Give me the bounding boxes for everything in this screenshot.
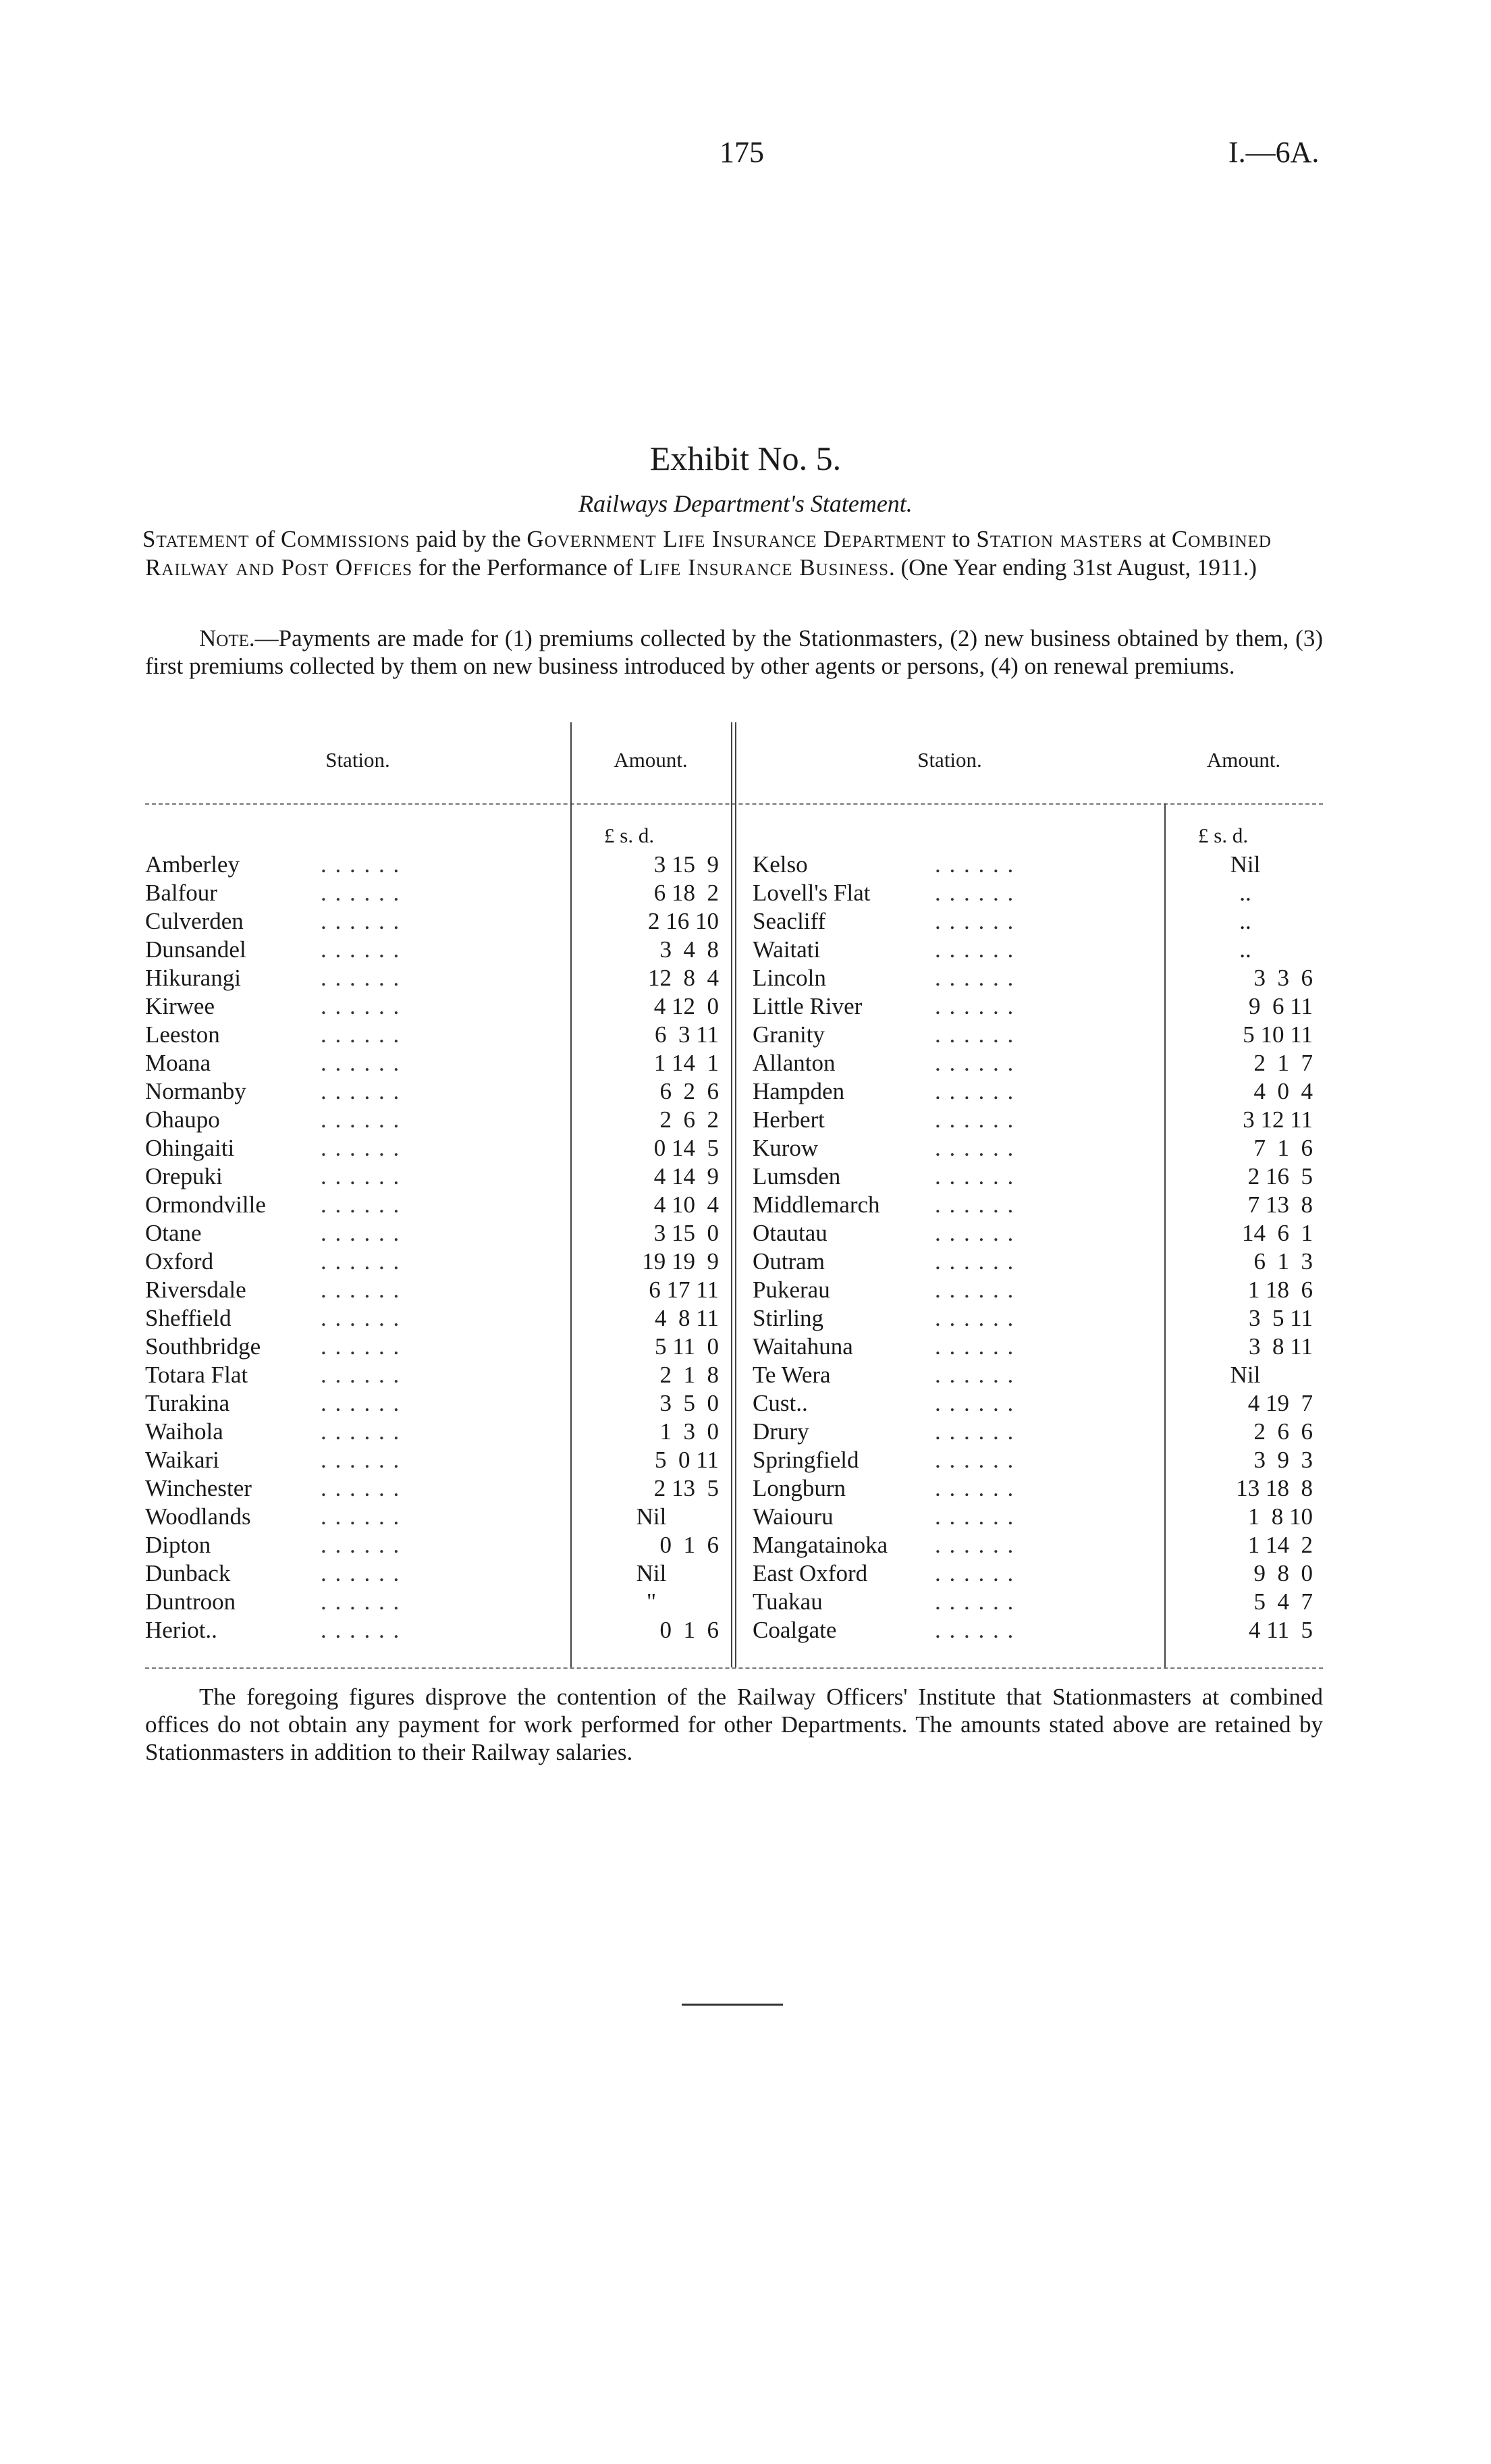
station-name: Lovell's Flat (753, 880, 871, 906)
amount-value: 4 8 11 (655, 1305, 719, 1331)
amount-value: .. (1239, 908, 1251, 934)
leader-dots: . . . . . . (321, 1220, 401, 1246)
statement-word: Life Insurance Business (639, 554, 889, 581)
station-name: Hikurangi (145, 965, 241, 991)
leader-dots: . . . . . . (935, 1305, 1015, 1331)
statement-word: Station masters (976, 526, 1143, 552)
leader-dots: . . . . . . (321, 1362, 401, 1388)
station-name: Middlemarch (753, 1191, 880, 1218)
station-name: East Oxford (753, 1560, 868, 1586)
amount-value: 3 5 11 (1249, 1305, 1313, 1331)
statement-word: Commissions (281, 526, 410, 552)
station-name: Southbridge (145, 1333, 261, 1360)
leader-dots: . . . . . . (935, 1333, 1015, 1360)
leader-dots: . . . . . . (321, 965, 401, 991)
leader-dots: . . . . . . (935, 1220, 1015, 1246)
amount-value: 2 6 6 (1253, 1418, 1313, 1445)
table-row (145, 879, 1323, 907)
leader-dots: . . . . . . (935, 993, 1015, 1019)
station-name: Te Wera (753, 1362, 831, 1388)
table-row (145, 992, 1323, 1021)
end-rule (682, 2004, 783, 2006)
leader-dots: . . . . . . (935, 1503, 1015, 1530)
amount-value: 9 8 0 (1253, 1560, 1313, 1586)
leader-dots: . . . . . . (321, 1277, 401, 1303)
amount-value: 2 16 10 (648, 908, 719, 934)
table-row (145, 1276, 1323, 1304)
amount-value: Nil (1230, 1362, 1261, 1388)
leader-dots: . . . . . . (935, 908, 1015, 934)
leader-dots: . . . . . . (935, 936, 1015, 963)
station-name: Little River (753, 993, 863, 1019)
amount-value: Nil (636, 1560, 667, 1586)
amount-value: 4 12 0 (653, 993, 719, 1019)
station-name: Ormondville (145, 1191, 266, 1218)
station-name: Tuakau (753, 1588, 823, 1615)
amount-value: 3 12 11 (1243, 1106, 1313, 1133)
leader-dots: . . . . . . (935, 1418, 1015, 1445)
amount-value: Nil (636, 1503, 667, 1530)
amount-value: 6 3 11 (655, 1021, 719, 1048)
leader-dots: . . . . . . (321, 1475, 401, 1501)
station-name: Waitati (753, 936, 821, 963)
table-row (145, 1531, 1323, 1559)
amount-value: 3 5 0 (659, 1390, 719, 1416)
station-name: Granity (753, 1021, 825, 1048)
table-row (145, 1219, 1323, 1248)
leader-dots: . . . . . . (321, 1106, 401, 1133)
amount-value: 4 11 5 (1249, 1617, 1313, 1643)
amount-value: 14 6 1 (1242, 1220, 1313, 1246)
station-name: Mangatainoka (753, 1532, 888, 1558)
station-name: Ohaupo (145, 1106, 220, 1133)
station-name: Riversdale (145, 1277, 246, 1303)
amount-value: 7 1 6 (1253, 1135, 1313, 1161)
amount-value: 13 18 8 (1236, 1475, 1313, 1501)
station-name: Normanby (145, 1078, 246, 1104)
statement-word: Statement (142, 526, 250, 552)
station-name: Woodlands (145, 1503, 251, 1530)
amount-value: 3 4 8 (659, 936, 719, 963)
table-row (145, 964, 1323, 992)
amount-value: 5 11 0 (655, 1333, 719, 1360)
station-name: Drury (753, 1418, 809, 1445)
leader-dots: . . . . . . (321, 936, 401, 963)
station-name: Otane (145, 1220, 202, 1246)
station-name: Culverden (145, 908, 244, 934)
station-name: Longburn (753, 1475, 846, 1501)
table-row (145, 1162, 1323, 1191)
station-name: Herbert (753, 1106, 825, 1133)
note-label: Note. (199, 625, 255, 651)
table-row (145, 1191, 1323, 1219)
station-name: Dunback (145, 1560, 231, 1586)
amount-value: 3 15 0 (653, 1220, 719, 1246)
amount-value: 5 10 11 (1243, 1021, 1313, 1048)
table-row (145, 1333, 1323, 1361)
leader-dots: . . . . . . (321, 851, 401, 878)
table-row (145, 1559, 1323, 1588)
table-row (145, 907, 1323, 936)
amount-value: 0 1 6 (659, 1617, 719, 1643)
table-row (145, 1389, 1323, 1418)
station-name: Waihola (145, 1418, 223, 1445)
station-name: Kurow (753, 1135, 819, 1161)
table-row (145, 1077, 1323, 1106)
station-name: Winchester (145, 1475, 252, 1501)
amount-value: 1 18 6 (1247, 1277, 1313, 1303)
units-left: £ s. d. (604, 824, 655, 847)
leader-dots: . . . . . . (935, 1021, 1015, 1048)
amount-value: 3 9 3 (1253, 1447, 1313, 1473)
leader-dots: . . . . . . (321, 1617, 401, 1643)
leader-dots: . . . . . . (935, 1163, 1015, 1189)
statement-subtitle: Railways Department's Statement. (578, 490, 913, 517)
amount-value: 3 15 9 (653, 851, 719, 878)
leader-dots: . . . . . . (321, 1503, 401, 1530)
station-name: Dipton (145, 1532, 211, 1558)
station-name: Waitahuna (753, 1333, 853, 1360)
amount-value: .. (1239, 880, 1251, 906)
leader-dots: . . . . . . (321, 1050, 401, 1076)
station-name: Otautau (753, 1220, 828, 1246)
leader-dots: . . . . . . (321, 1447, 401, 1473)
amount-value: " (646, 1588, 657, 1615)
amount-value: 4 0 4 (1253, 1078, 1313, 1104)
station-name: Springfield (753, 1447, 859, 1473)
leader-dots: . . . . . . (935, 1078, 1015, 1104)
header-amount-left: Amount. (614, 748, 688, 772)
station-name: Pukerau (753, 1277, 830, 1303)
station-name: Dunsandel (145, 936, 246, 963)
amount-value: 6 1 3 (1253, 1248, 1313, 1275)
note-paragraph (145, 624, 1323, 680)
station-name: Waiouru (753, 1503, 834, 1530)
table-row (145, 1106, 1323, 1134)
station-name: Moana (145, 1050, 211, 1076)
leader-dots: . . . . . . (321, 1021, 401, 1048)
table-row (145, 1446, 1323, 1474)
amount-value: 4 19 7 (1247, 1390, 1313, 1416)
table-top-rule (145, 803, 1323, 805)
leader-dots: . . . . . . (321, 1305, 401, 1331)
amount-value: 6 2 6 (659, 1078, 719, 1104)
statement-word: Government Life Insurance Department (526, 526, 946, 552)
leader-dots: . . . . . . (935, 1390, 1015, 1416)
leader-dots: . . . . . . (935, 1560, 1015, 1586)
leader-dots: . . . . . . (321, 1135, 401, 1161)
amount-value: 2 16 5 (1247, 1163, 1313, 1189)
table-row (145, 851, 1323, 879)
station-name: Seacliff (753, 908, 826, 934)
amount-value: 0 14 5 (653, 1135, 719, 1161)
amount-value: 19 19 9 (642, 1248, 719, 1275)
table-row (145, 1049, 1323, 1077)
document-reference: I.—6A. (1228, 136, 1320, 169)
amount-value: 9 6 11 (1249, 993, 1313, 1019)
leader-dots: . . . . . . (935, 1248, 1015, 1275)
statement-word: of (255, 526, 275, 552)
station-name: Waikari (145, 1447, 219, 1473)
header-amount-right: Amount. (1206, 748, 1281, 772)
commission-table (145, 722, 1323, 1674)
amount-value: 2 1 8 (659, 1362, 719, 1388)
table-row (145, 1134, 1323, 1162)
amount-value: 2 1 7 (1253, 1050, 1313, 1076)
station-name: Lincoln (753, 965, 826, 991)
table-row (145, 1616, 1323, 1644)
footer-paragraph: The foregoing figures disprove the contention of the Railway Officers' Institute that Stationmasters at combined offices do not obtain any payment for work performed for other Departments. The amounts stated above are retained by Stationmasters in addition to their Railway salaries. (145, 1684, 1323, 1765)
station-name: Kelso (753, 851, 808, 878)
leader-dots: . . . . . . (935, 1362, 1015, 1388)
station-name: Hampden (753, 1078, 845, 1104)
amount-value: 2 6 2 (659, 1106, 719, 1133)
amount-value: 12 8 4 (648, 965, 719, 991)
amount-value: 5 0 11 (655, 1447, 719, 1473)
leader-dots: . . . . . . (321, 1390, 401, 1416)
table-row (145, 936, 1323, 964)
table-row (145, 1503, 1323, 1531)
statement-heading (142, 525, 1323, 582)
amount-value: 4 10 4 (653, 1191, 719, 1218)
station-name: Kirwee (145, 993, 215, 1019)
exhibit-title: Exhibit No. 5. (649, 439, 842, 477)
leader-dots: . . . . . . (321, 1163, 401, 1189)
amount-value: 3 8 11 (1249, 1333, 1313, 1360)
units-right: £ s. d. (1198, 824, 1249, 847)
leader-dots: . . . . . . (321, 1560, 401, 1586)
table-row (145, 1361, 1323, 1389)
station-name: Turakina (145, 1390, 230, 1416)
station-name: Cust.. (753, 1390, 808, 1416)
table-row (145, 1021, 1323, 1049)
station-name: Orepuki (145, 1163, 223, 1189)
amount-value: Nil (1230, 851, 1261, 878)
leader-dots: . . . . . . (321, 908, 401, 934)
station-name: Leeston (145, 1021, 220, 1048)
leader-dots: . . . . . . (935, 880, 1015, 906)
leader-dots: . . . . . . (935, 1532, 1015, 1558)
header-station-left: Station. (325, 748, 390, 772)
leader-dots: . . . . . . (321, 1248, 401, 1275)
leader-dots: . . . . . . (321, 1588, 401, 1615)
amount-value: .. (1239, 936, 1251, 963)
table-row (145, 1248, 1323, 1276)
leader-dots: . . . . . . (321, 880, 401, 906)
leader-dots: . . . . . . (321, 1078, 401, 1104)
station-name: Oxford (145, 1248, 214, 1275)
statement-word: . (One Year ending 31st August, 1911.) (888, 554, 1257, 581)
note-text: —Payments are made for (1) premiums collected by the Stationmasters, (2) new business obtained by them, (3) first premiums collected by them on new business introduced by other agents or persons, (4) on renewal premiums. (145, 625, 1323, 679)
table-row (145, 1304, 1323, 1333)
amount-value: 7 13 8 (1247, 1191, 1313, 1218)
table-bottom-rule (145, 1667, 1323, 1669)
leader-dots: . . . . . . (935, 1050, 1015, 1076)
station-name: Coalgate (753, 1617, 837, 1643)
station-name: Sheffield (145, 1305, 232, 1331)
amount-value: 1 3 0 (659, 1418, 719, 1445)
leader-dots: . . . . . . (935, 1277, 1015, 1303)
leader-dots: . . . . . . (321, 1191, 401, 1218)
leader-dots: . . . . . . (935, 1617, 1015, 1643)
statement-word: Combined Railway and Post Offices (145, 526, 1272, 581)
station-name: Amberley (145, 851, 240, 878)
station-name: Stirling (753, 1305, 824, 1331)
leader-dots: . . . . . . (321, 1532, 401, 1558)
station-name: Allanton (753, 1050, 836, 1076)
statement-word: at (1148, 526, 1166, 552)
amount-value: 4 14 9 (653, 1163, 719, 1189)
leader-dots: . . . . . . (935, 1447, 1015, 1473)
leader-dots: . . . . . . (935, 965, 1015, 991)
station-name: Balfour (145, 880, 217, 906)
statement-word: to (952, 526, 971, 552)
leader-dots: . . . . . . (321, 1333, 401, 1360)
header-station-right: Station. (917, 748, 982, 772)
leader-dots: . . . . . . (935, 1191, 1015, 1218)
amount-value: 1 8 10 (1247, 1503, 1313, 1530)
amount-value: 1 14 1 (653, 1050, 719, 1076)
station-name: Ohingaiti (145, 1135, 235, 1161)
leader-dots: . . . . . . (935, 1588, 1015, 1615)
amount-value: 6 18 2 (653, 880, 719, 906)
leader-dots: . . . . . . (935, 1475, 1015, 1501)
statement-word: for the Performance of (418, 554, 633, 581)
station-name: Lumsden (753, 1163, 841, 1189)
amount-value: 2 13 5 (653, 1475, 719, 1501)
amount-value: 0 1 6 (659, 1532, 719, 1558)
table-row (145, 1588, 1323, 1616)
leader-dots: . . . . . . (935, 1135, 1015, 1161)
amount-value: 5 4 7 (1253, 1588, 1313, 1615)
station-name: Heriot.. (145, 1617, 217, 1643)
leader-dots: . . . . . . (321, 1418, 401, 1445)
amount-value: 6 17 11 (649, 1277, 719, 1303)
station-name: Outram (753, 1248, 825, 1275)
table-row (145, 1474, 1323, 1503)
table-row (145, 1418, 1323, 1446)
amount-value: 1 14 2 (1247, 1532, 1313, 1558)
leader-dots: . . . . . . (935, 1106, 1015, 1133)
page-number: 175 (720, 136, 764, 169)
amount-value: 3 3 6 (1253, 965, 1313, 991)
leader-dots: . . . . . . (321, 993, 401, 1019)
leader-dots: . . . . . . (935, 851, 1015, 878)
station-name: Duntroon (145, 1588, 236, 1615)
station-name: Totara Flat (145, 1362, 248, 1388)
statement-word: paid by the (416, 526, 521, 552)
